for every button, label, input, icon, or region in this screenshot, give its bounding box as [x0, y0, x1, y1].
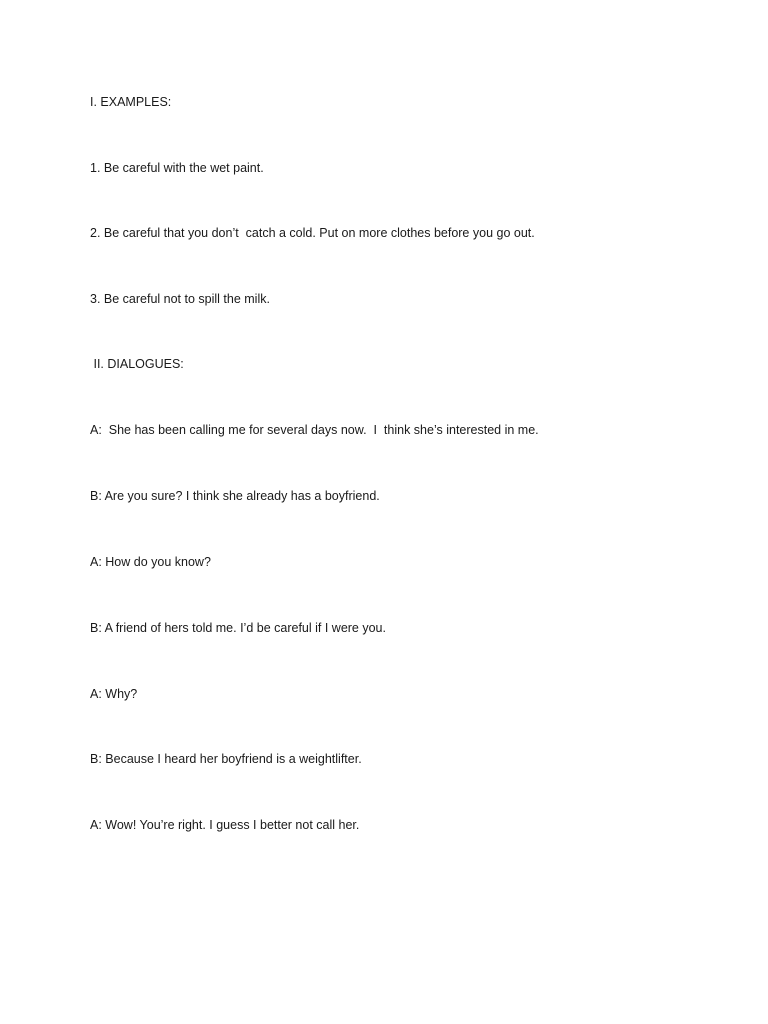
dialogue-line: A: Why?	[90, 687, 138, 701]
dialogue-line: A: Wow! You’re right. I guess I better not call her.	[90, 818, 360, 832]
dialogue-line: B: A friend of hers told me. I’d be careful if I were you.	[90, 621, 386, 635]
dialogue-line: A: How do you know?	[90, 555, 211, 569]
dialogue-line: B: Because I heard her boyfriend is a weightlifter.	[90, 752, 362, 766]
example-line: 1. Be careful with the wet paint.	[90, 161, 264, 175]
dialogue-line: B: Are you sure? I think she already has a boyfriend.	[90, 489, 380, 503]
examples-heading: I. EXAMPLES:	[90, 95, 172, 109]
dialogue-line: A: She has been calling me for several days now. I think she’s interested in me.	[90, 423, 539, 437]
example-line: 2. Be careful that you don’t catch a cold. Put on more clothes before you go out.	[90, 226, 535, 240]
dialogues-heading: II. DIALOGUES:	[90, 357, 184, 371]
example-line: 3. Be careful not to spill the milk.	[90, 292, 270, 306]
